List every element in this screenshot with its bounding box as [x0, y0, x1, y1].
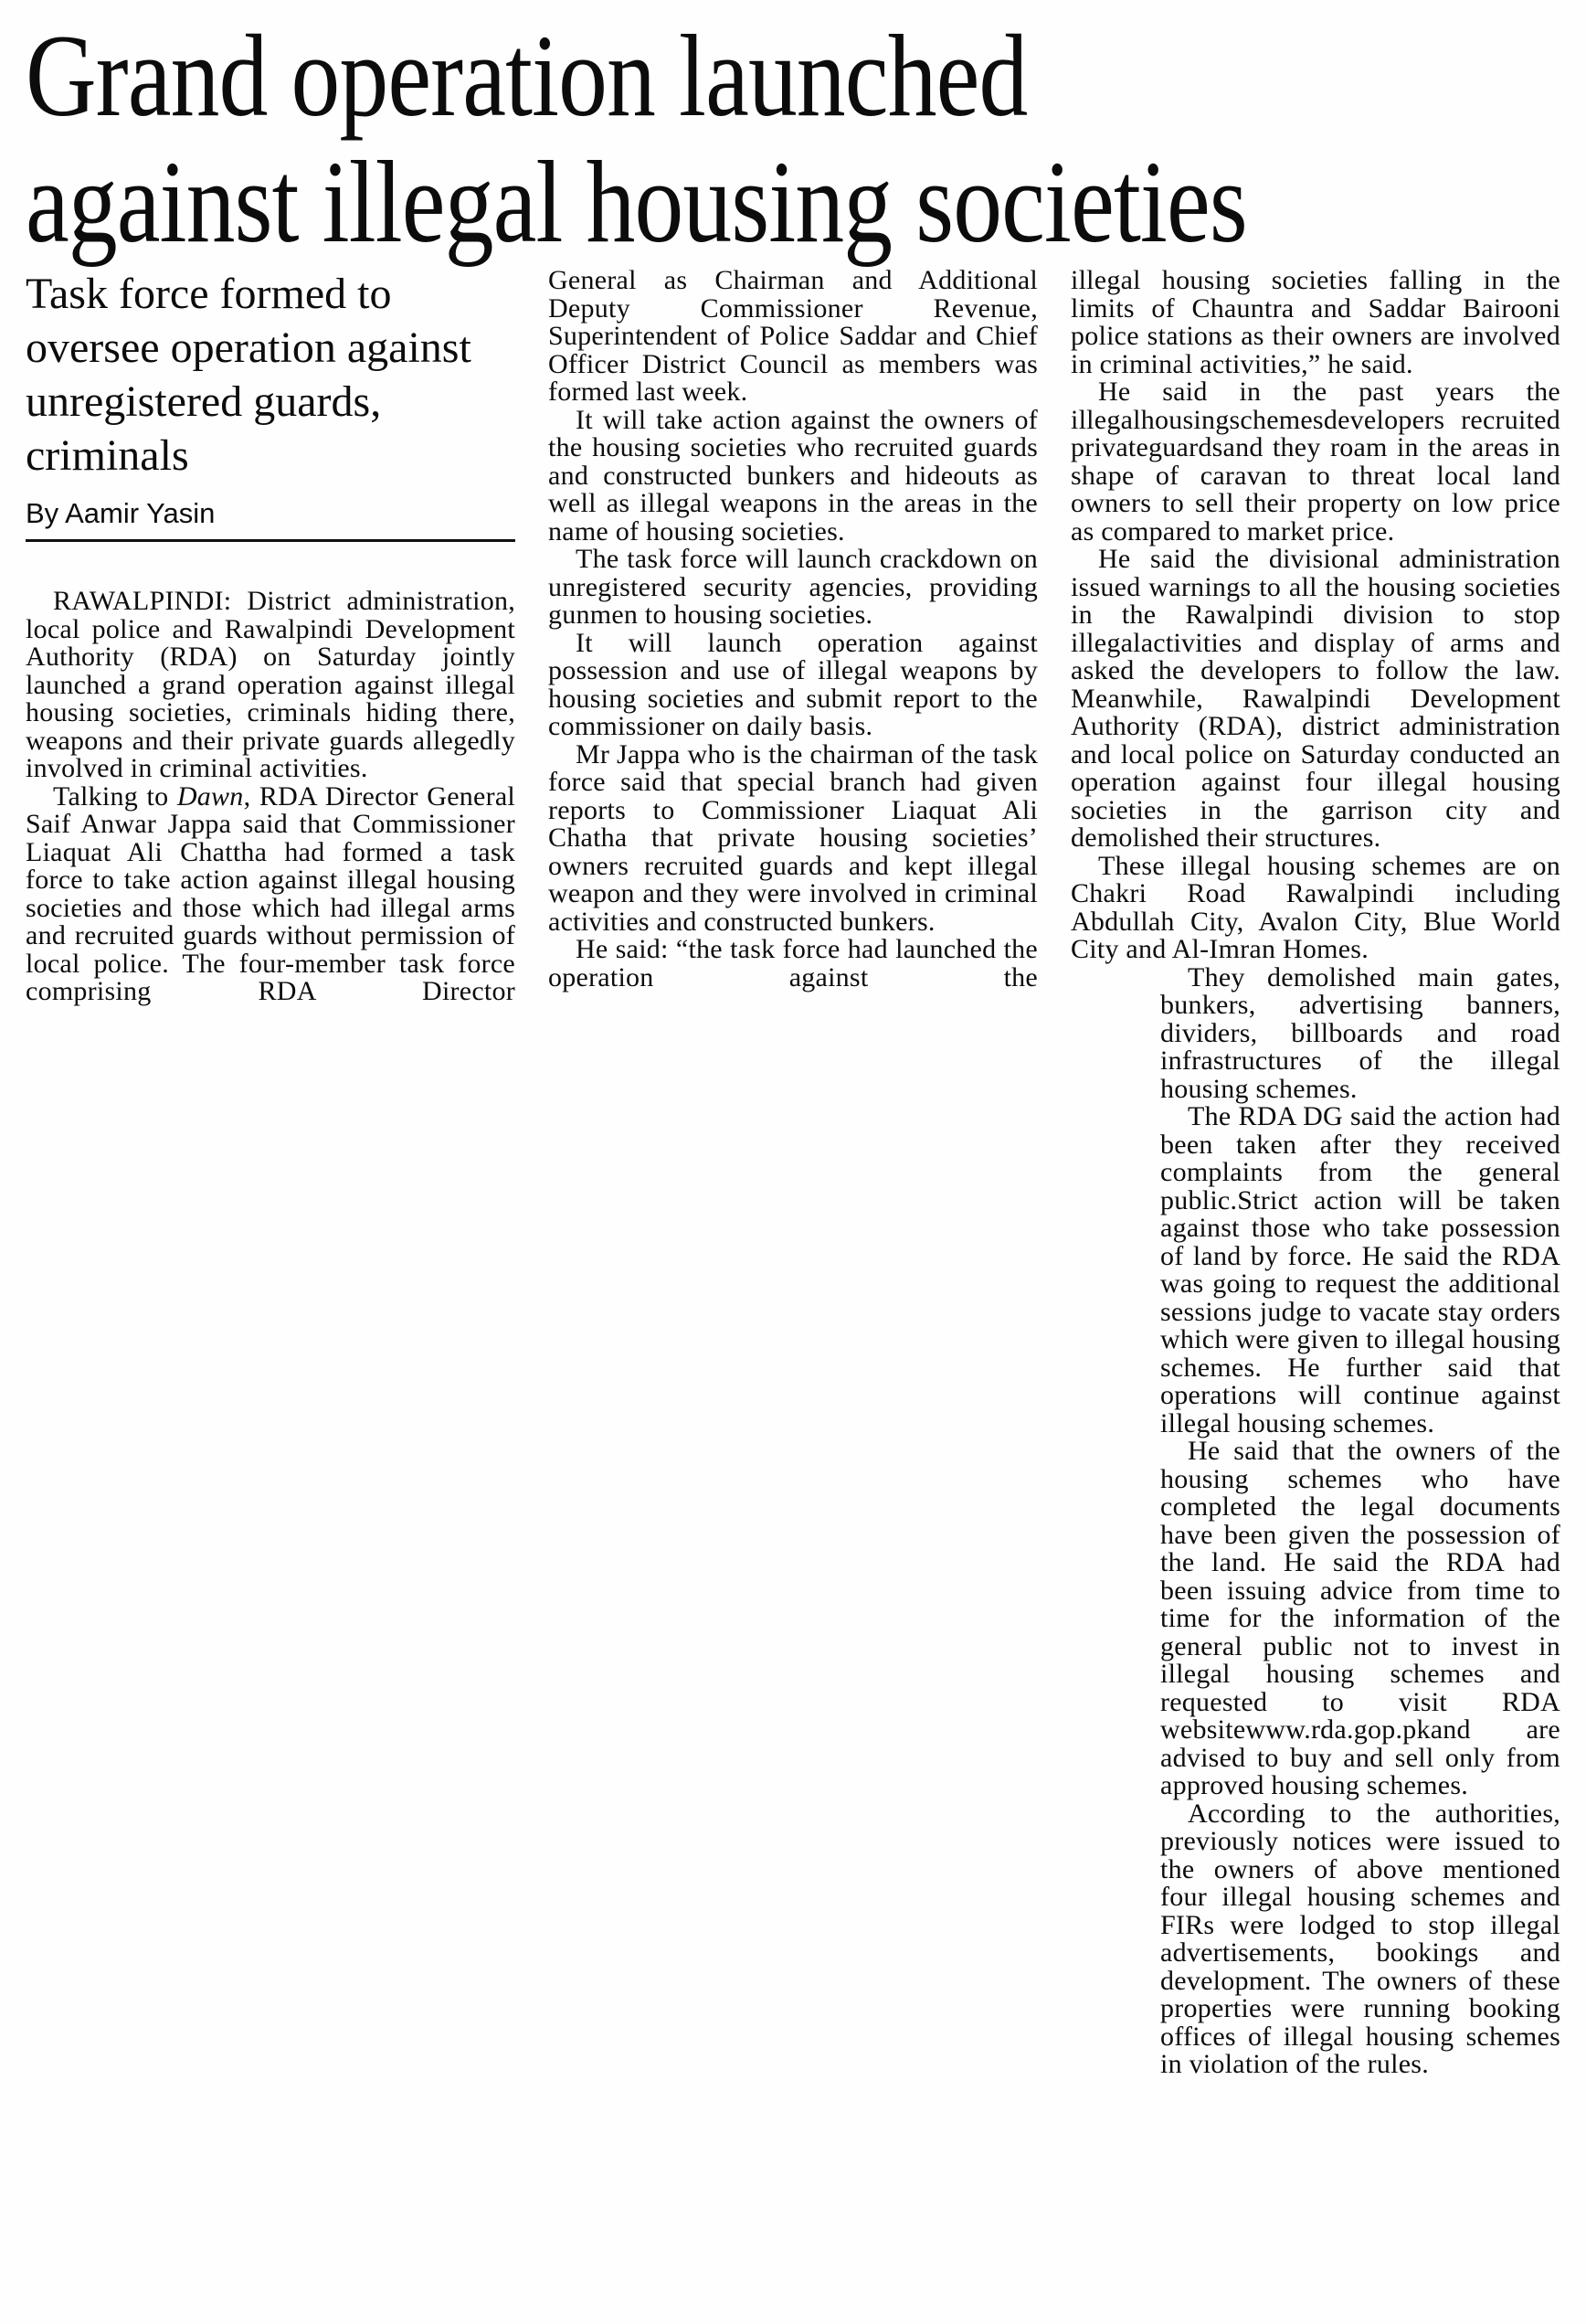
paragraph-text: , RDA Director General Saif Anwar Jappa said that Commissioner Liaquat Ali Chattha had formed a task force to take action against illegal housing societies and those which had illegal arms and recruited guards without permission of local police. The four-member task force comprising RDA Director — [26, 780, 515, 1006]
paragraph: illegal housing societies falling in the limits of Chauntra and Saddar Bairooni police stations as their owners are involved in criminal activities,” he said. — [1071, 265, 1560, 379]
headline-line-2: against illegal housing societies — [26, 137, 1247, 267]
publication-name: Dawn — [176, 780, 244, 812]
paragraph: He said the divisional administration issued warnings to all the housing societies in the Rawalpindi division to stop illegalactivities and display of arms and asked the developers to follow the law. Meanwhile, Rawalpindi Development Authority (RDA), district administration and local police on Saturday conducted an operation against four illegal housing societies in the garrison city and demolished their structures. — [1071, 544, 1560, 853]
article-columns — [26, 267, 1560, 2079]
paragraph: It will launch operation against possession and use of illegal weapons by housing societies and submit report to the commissioner on daily basis. — [548, 627, 1038, 741]
paragraph: These illegal housing schemes are on Chakri Road Rawalpindi including Abdullah City, Avalon City, Blue World City and Al-Imran Homes. — [1071, 850, 1560, 964]
column-3-narrow-continuation — [1160, 961, 1560, 2079]
paragraph: According to the authorities, previously notices were issued to the owners of above mentioned four illegal housing schemes and FIRs were lodged to stop illegal advertisements, bookings and development. The owners of these properties were running booking offices of illegal housing schemes in violation of the rules. — [1160, 1798, 1560, 2079]
paragraph: He said in the past years the illegalhousingschemesdevelopers recruited privateguardsand they roam in the areas in shape of caravan to threat local land owners to sell their property on low price as compared to market price. — [1071, 377, 1560, 547]
standfirst: Task force formed to oversee operation against unregistered guards, criminals — [26, 270, 471, 480]
paragraph: The task force will launch crackdown on unregistered security agencies, providing gunmen to housing societies. — [548, 544, 1038, 630]
paragraph: General as Chairman and Additional Deputy Commissioner Revenue, Superintendent of Police Saddar and Chief Officer District Council as members was formed last week. — [548, 265, 1038, 407]
paragraph: He said: “the task force had launched the operation against the — [548, 934, 1038, 992]
paragraph-text: Talking to — [53, 780, 177, 812]
paragraph — [26, 780, 515, 1006]
paragraph: The RDA DG said the action had been taken after they received complaints from the general public.Strict action will be taken against those who take possession of land by force. He said the RDA was going to request the additional sessions judge to vacate stay orders which were given to illegal housing schemes. He further said that operations will continue against illegal housing schemes. — [1160, 1101, 1560, 1438]
column-1 — [26, 267, 515, 1006]
column-2 — [548, 267, 1038, 992]
paragraph-lead: RAWALPINDI: District administration, local police and Rawalpindi Development Authority (RDA) on Saturday jointly launched a grand operation against illegal housing societies, criminals hiding there, weapons and their private guards allegedly involved in criminal activities. — [26, 586, 515, 783]
paragraph: He said that the owners of the housing schemes who have completed the legal documents have been given the possession of the land. He said the RDA had been issuing advice from time to time for the information of the general public not to invest in illegal housing schemes and requested to visit RDA websitewww.rda.gop.pkand are advised to buy and sell only from approved housing schemes. — [1160, 1436, 1560, 1800]
column-1-body — [26, 588, 515, 1006]
column-3 — [1071, 267, 1560, 2079]
byline-rule — [26, 539, 515, 542]
headline — [26, 0, 1560, 267]
paragraph: Mr Jappa who is the chairman of the task force said that special branch had given reports to Commissioner Liaquat Ali Chatha that private housing societies’ owners recruited guards and kept illegal weapon and they were involved in criminal activities and constructed bunkers. — [548, 738, 1038, 937]
headline-line-1: Grand operation launched — [26, 11, 1028, 141]
paragraph: It will take action against the owners of the housing societies who recruited guards and constructed bunkers and hideouts as well as illegal weapons in the areas in the name of housing societies. — [548, 404, 1038, 547]
byline: By Aamir Yasin — [26, 497, 216, 529]
paragraph: They demolished main gates, bunkers, advertising banners, dividers, billboards and road infrastructures of the illegal housing schemes. — [1160, 961, 1560, 1104]
